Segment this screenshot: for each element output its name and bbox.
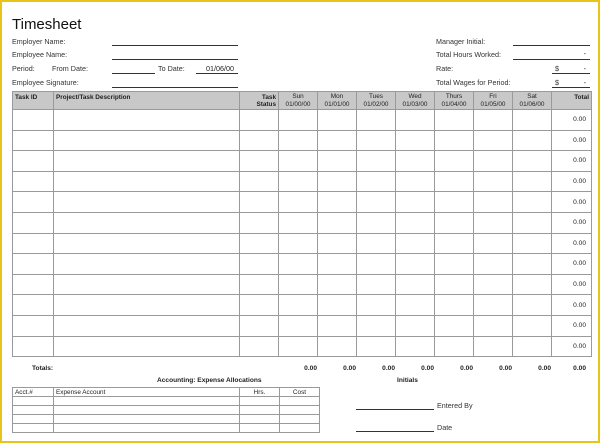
total-wages-field xyxy=(552,87,590,88)
table-cell[interactable] xyxy=(474,233,513,254)
col-total: Total xyxy=(552,92,592,110)
table-cell[interactable] xyxy=(357,315,396,336)
manager-initial-field[interactable] xyxy=(513,45,590,46)
timesheet-body xyxy=(13,110,592,357)
employee-name-label: Employee Name: xyxy=(12,50,68,59)
table-cell[interactable] xyxy=(357,212,396,233)
table-cell[interactable] xyxy=(13,254,54,275)
total-hours-value: - xyxy=(583,49,586,58)
rate-value: - xyxy=(583,64,586,73)
table-row[interactable] xyxy=(13,397,320,406)
table-cell[interactable] xyxy=(318,171,357,192)
table-cell[interactable] xyxy=(279,254,318,275)
col-day-wed xyxy=(396,92,435,110)
table-cell[interactable] xyxy=(279,274,318,295)
table-cell[interactable] xyxy=(435,171,474,192)
table-cell[interactable] xyxy=(13,130,54,151)
col-description: Project/Task Description xyxy=(54,92,240,110)
table-cell[interactable] xyxy=(513,110,552,131)
row-total: 0.00 xyxy=(552,171,592,192)
table-cell[interactable] xyxy=(474,110,513,131)
table-cell[interactable] xyxy=(396,336,435,357)
table-cell[interactable] xyxy=(513,315,552,336)
table-cell[interactable] xyxy=(513,254,552,275)
table-cell[interactable] xyxy=(513,151,552,172)
table-cell[interactable] xyxy=(318,336,357,357)
table-cell[interactable] xyxy=(54,254,240,275)
to-date-value: 01/06/00 xyxy=(206,64,234,73)
table-cell[interactable] xyxy=(318,274,357,295)
table-cell[interactable] xyxy=(435,336,474,357)
table-cell[interactable] xyxy=(54,315,240,336)
table-cell[interactable] xyxy=(13,315,54,336)
day-name: Wed xyxy=(408,93,422,100)
entered-by-field[interactable] xyxy=(356,409,434,410)
col-hrs: Hrs. xyxy=(240,388,280,397)
employer-name-label: Employer Name: xyxy=(12,37,66,46)
table-cell[interactable] xyxy=(13,171,54,192)
table-cell[interactable] xyxy=(474,171,513,192)
table-cell[interactable] xyxy=(54,110,240,131)
table-cell[interactable] xyxy=(435,295,474,316)
rate-currency: $ xyxy=(555,64,559,73)
table-cell[interactable] xyxy=(357,295,396,316)
day-date: 01/06/00 xyxy=(519,101,545,108)
table-row[interactable] xyxy=(13,415,320,424)
table-cell[interactable] xyxy=(474,192,513,213)
day-date: 01/02/00 xyxy=(363,101,389,108)
row-total: 0.00 xyxy=(552,295,592,316)
table-cell[interactable] xyxy=(240,110,279,131)
totals-label: Totals: xyxy=(32,365,54,372)
table-cell[interactable] xyxy=(396,130,435,151)
table-cell[interactable] xyxy=(318,110,357,131)
day-date: 01/03/00 xyxy=(402,101,428,108)
row-total: 0.00 xyxy=(552,315,592,336)
table-cell[interactable] xyxy=(435,233,474,254)
total-mon: 0.00 xyxy=(343,365,356,372)
table-cell[interactable] xyxy=(318,151,357,172)
table-cell[interactable] xyxy=(435,151,474,172)
table-cell[interactable] xyxy=(513,295,552,316)
table-cell[interactable] xyxy=(396,192,435,213)
total-hours-label: Total Hours Worked: xyxy=(436,50,501,59)
table-cell[interactable] xyxy=(357,254,396,275)
table-cell[interactable] xyxy=(435,130,474,151)
table-cell[interactable] xyxy=(240,151,279,172)
table-cell[interactable] xyxy=(54,233,240,254)
day-name: Sun xyxy=(292,93,304,100)
table-cell[interactable] xyxy=(435,315,474,336)
from-date-field[interactable] xyxy=(112,73,155,74)
col-cost: Cost xyxy=(280,388,320,397)
col-day-sat xyxy=(513,92,552,110)
col-acct-number: Acct.# xyxy=(13,388,54,397)
row-total: 0.00 xyxy=(552,254,592,275)
day-date: 01/05/00 xyxy=(480,101,506,108)
table-row[interactable] xyxy=(13,406,320,415)
table-cell[interactable] xyxy=(513,171,552,192)
table-cell[interactable] xyxy=(54,212,240,233)
employee-signature-label: Employee Signature: xyxy=(12,78,79,87)
table-cell[interactable] xyxy=(13,233,54,254)
table-cell[interactable] xyxy=(357,130,396,151)
table-cell[interactable] xyxy=(396,274,435,295)
table-cell[interactable] xyxy=(396,110,435,131)
table-cell[interactable] xyxy=(54,295,240,316)
table-cell[interactable] xyxy=(474,212,513,233)
to-date-label: To Date: xyxy=(158,64,185,73)
day-name: Sat xyxy=(527,93,537,100)
table-cell[interactable] xyxy=(54,336,240,357)
table-cell[interactable] xyxy=(474,315,513,336)
table-row[interactable] xyxy=(13,110,592,131)
day-name: Thurs xyxy=(445,93,463,100)
row-total: 0.00 xyxy=(552,192,592,213)
table-cell[interactable] xyxy=(513,336,552,357)
table-cell[interactable] xyxy=(513,192,552,213)
table-row[interactable] xyxy=(13,192,592,213)
table-cell[interactable] xyxy=(474,254,513,275)
table-cell[interactable] xyxy=(357,110,396,131)
col-day-fri xyxy=(474,92,513,110)
total-wages-value: - xyxy=(583,78,586,87)
col-task-status: Task Status xyxy=(240,92,279,110)
table-row[interactable] xyxy=(13,130,592,151)
table-cell[interactable] xyxy=(396,295,435,316)
table-cell[interactable] xyxy=(54,192,240,213)
page-title: Timesheet xyxy=(12,16,82,33)
table-cell[interactable] xyxy=(279,130,318,151)
day-name: Mon xyxy=(330,93,344,100)
total-hours-field xyxy=(513,59,590,60)
row-total: 0.00 xyxy=(552,212,592,233)
rate-label: Rate: xyxy=(436,64,454,73)
accounting-table xyxy=(12,387,320,433)
table-cell[interactable] xyxy=(279,336,318,357)
table-cell[interactable] xyxy=(474,274,513,295)
table-cell[interactable] xyxy=(13,274,54,295)
total-wages-label: Total Wages for Period: xyxy=(436,78,511,87)
table-cell[interactable] xyxy=(396,254,435,275)
table-cell[interactable] xyxy=(54,274,240,295)
table-row[interactable] xyxy=(13,336,592,357)
total-tue: 0.00 xyxy=(382,365,395,372)
total-wages-currency: $ xyxy=(555,78,559,87)
table-cell[interactable] xyxy=(318,130,357,151)
total-thu: 0.00 xyxy=(460,365,473,372)
table-cell[interactable] xyxy=(318,254,357,275)
table-cell[interactable] xyxy=(13,295,54,316)
from-date-label: From Date: xyxy=(52,64,88,73)
table-cell[interactable] xyxy=(54,151,240,172)
table-cell[interactable] xyxy=(279,151,318,172)
day-date: 01/00/00 xyxy=(285,101,311,108)
table-cell[interactable] xyxy=(13,151,54,172)
table-row[interactable] xyxy=(13,424,320,433)
entered-by-label: Entered By xyxy=(437,401,473,410)
row-total: 0.00 xyxy=(552,110,592,131)
row-total: 0.00 xyxy=(552,130,592,151)
table-cell[interactable] xyxy=(279,192,318,213)
table-cell[interactable] xyxy=(240,171,279,192)
col-day-mon xyxy=(318,92,357,110)
period-label: Period: xyxy=(12,64,35,73)
table-cell[interactable] xyxy=(396,315,435,336)
table-cell[interactable] xyxy=(279,315,318,336)
table-cell[interactable] xyxy=(513,233,552,254)
row-total: 0.00 xyxy=(552,336,592,357)
total-sat: 0.00 xyxy=(538,365,551,372)
row-total: 0.00 xyxy=(552,151,592,172)
table-cell[interactable] xyxy=(357,274,396,295)
employer-name-field[interactable] xyxy=(112,45,238,46)
table-cell[interactable] xyxy=(357,336,396,357)
table-cell[interactable] xyxy=(240,254,279,275)
table-cell[interactable] xyxy=(240,233,279,254)
table-cell[interactable] xyxy=(396,212,435,233)
table-cell[interactable] xyxy=(435,192,474,213)
table-cell[interactable] xyxy=(435,212,474,233)
table-cell[interactable] xyxy=(357,151,396,172)
table-cell[interactable] xyxy=(318,315,357,336)
table-cell[interactable] xyxy=(240,274,279,295)
table-cell[interactable] xyxy=(318,233,357,254)
employee-signature-field[interactable] xyxy=(112,87,238,88)
col-task-id: Task ID xyxy=(13,92,54,110)
col-expense-account: Expense Account xyxy=(54,388,240,397)
accounting-header-row xyxy=(13,388,320,397)
table-cell[interactable] xyxy=(279,171,318,192)
table-cell[interactable] xyxy=(357,171,396,192)
table-cell[interactable] xyxy=(54,171,240,192)
table-row[interactable] xyxy=(13,212,592,233)
table-cell[interactable] xyxy=(240,130,279,151)
table-cell[interactable] xyxy=(240,336,279,357)
table-cell[interactable] xyxy=(396,151,435,172)
table-cell[interactable] xyxy=(13,110,54,131)
table-row[interactable] xyxy=(13,233,592,254)
table-cell[interactable] xyxy=(513,274,552,295)
day-date: 01/01/00 xyxy=(324,101,350,108)
row-total: 0.00 xyxy=(552,233,592,254)
table-row[interactable] xyxy=(13,274,592,295)
table-cell[interactable] xyxy=(13,212,54,233)
table-cell[interactable] xyxy=(279,110,318,131)
table-cell[interactable] xyxy=(474,336,513,357)
table-cell[interactable] xyxy=(240,295,279,316)
day-date: 01/04/00 xyxy=(441,101,467,108)
col-day-sun xyxy=(279,92,318,110)
table-row[interactable] xyxy=(13,315,592,336)
table-cell[interactable] xyxy=(435,254,474,275)
table-cell[interactable] xyxy=(513,212,552,233)
table-cell[interactable] xyxy=(318,295,357,316)
table-cell[interactable] xyxy=(435,274,474,295)
table-cell[interactable] xyxy=(435,110,474,131)
date-label: Date xyxy=(437,423,453,432)
table-cell[interactable] xyxy=(513,130,552,151)
table-header-row xyxy=(13,92,592,110)
table-cell[interactable] xyxy=(474,295,513,316)
table-cell[interactable] xyxy=(54,130,240,151)
table-cell[interactable] xyxy=(240,315,279,336)
accounting-title: Accounting: Expense Allocations xyxy=(157,377,262,384)
employee-name-field[interactable] xyxy=(112,59,238,60)
rate-field[interactable] xyxy=(552,73,590,74)
col-day-thu xyxy=(435,92,474,110)
table-cell[interactable] xyxy=(318,192,357,213)
to-date-field[interactable] xyxy=(196,73,238,74)
table-cell[interactable] xyxy=(279,212,318,233)
table-row[interactable] xyxy=(13,295,592,316)
row-total: 0.00 xyxy=(552,274,592,295)
table-row[interactable] xyxy=(13,171,592,192)
date-field[interactable] xyxy=(356,431,434,432)
table-cell[interactable] xyxy=(396,233,435,254)
table-cell[interactable] xyxy=(318,212,357,233)
day-name: Tues xyxy=(369,93,383,100)
table-cell[interactable] xyxy=(474,130,513,151)
total-fri: 0.00 xyxy=(499,365,512,372)
table-cell[interactable] xyxy=(240,192,279,213)
total-wed: 0.00 xyxy=(421,365,434,372)
table-cell[interactable] xyxy=(396,171,435,192)
col-day-tue xyxy=(357,92,396,110)
table-cell[interactable] xyxy=(474,151,513,172)
table-row[interactable] xyxy=(13,151,592,172)
initials-title: Initials xyxy=(397,377,418,384)
table-cell[interactable] xyxy=(357,233,396,254)
table-cell[interactable] xyxy=(357,192,396,213)
timesheet-table xyxy=(12,91,592,357)
table-row[interactable] xyxy=(13,254,592,275)
table-cell[interactable] xyxy=(279,233,318,254)
manager-initial-label: Manager Initial: xyxy=(436,37,486,46)
table-cell[interactable] xyxy=(13,192,54,213)
grand-total: 0.00 xyxy=(573,365,586,372)
table-cell[interactable] xyxy=(279,295,318,316)
day-name: Fri xyxy=(489,93,497,100)
total-sun: 0.00 xyxy=(304,365,317,372)
table-cell[interactable] xyxy=(240,212,279,233)
table-cell[interactable] xyxy=(13,336,54,357)
